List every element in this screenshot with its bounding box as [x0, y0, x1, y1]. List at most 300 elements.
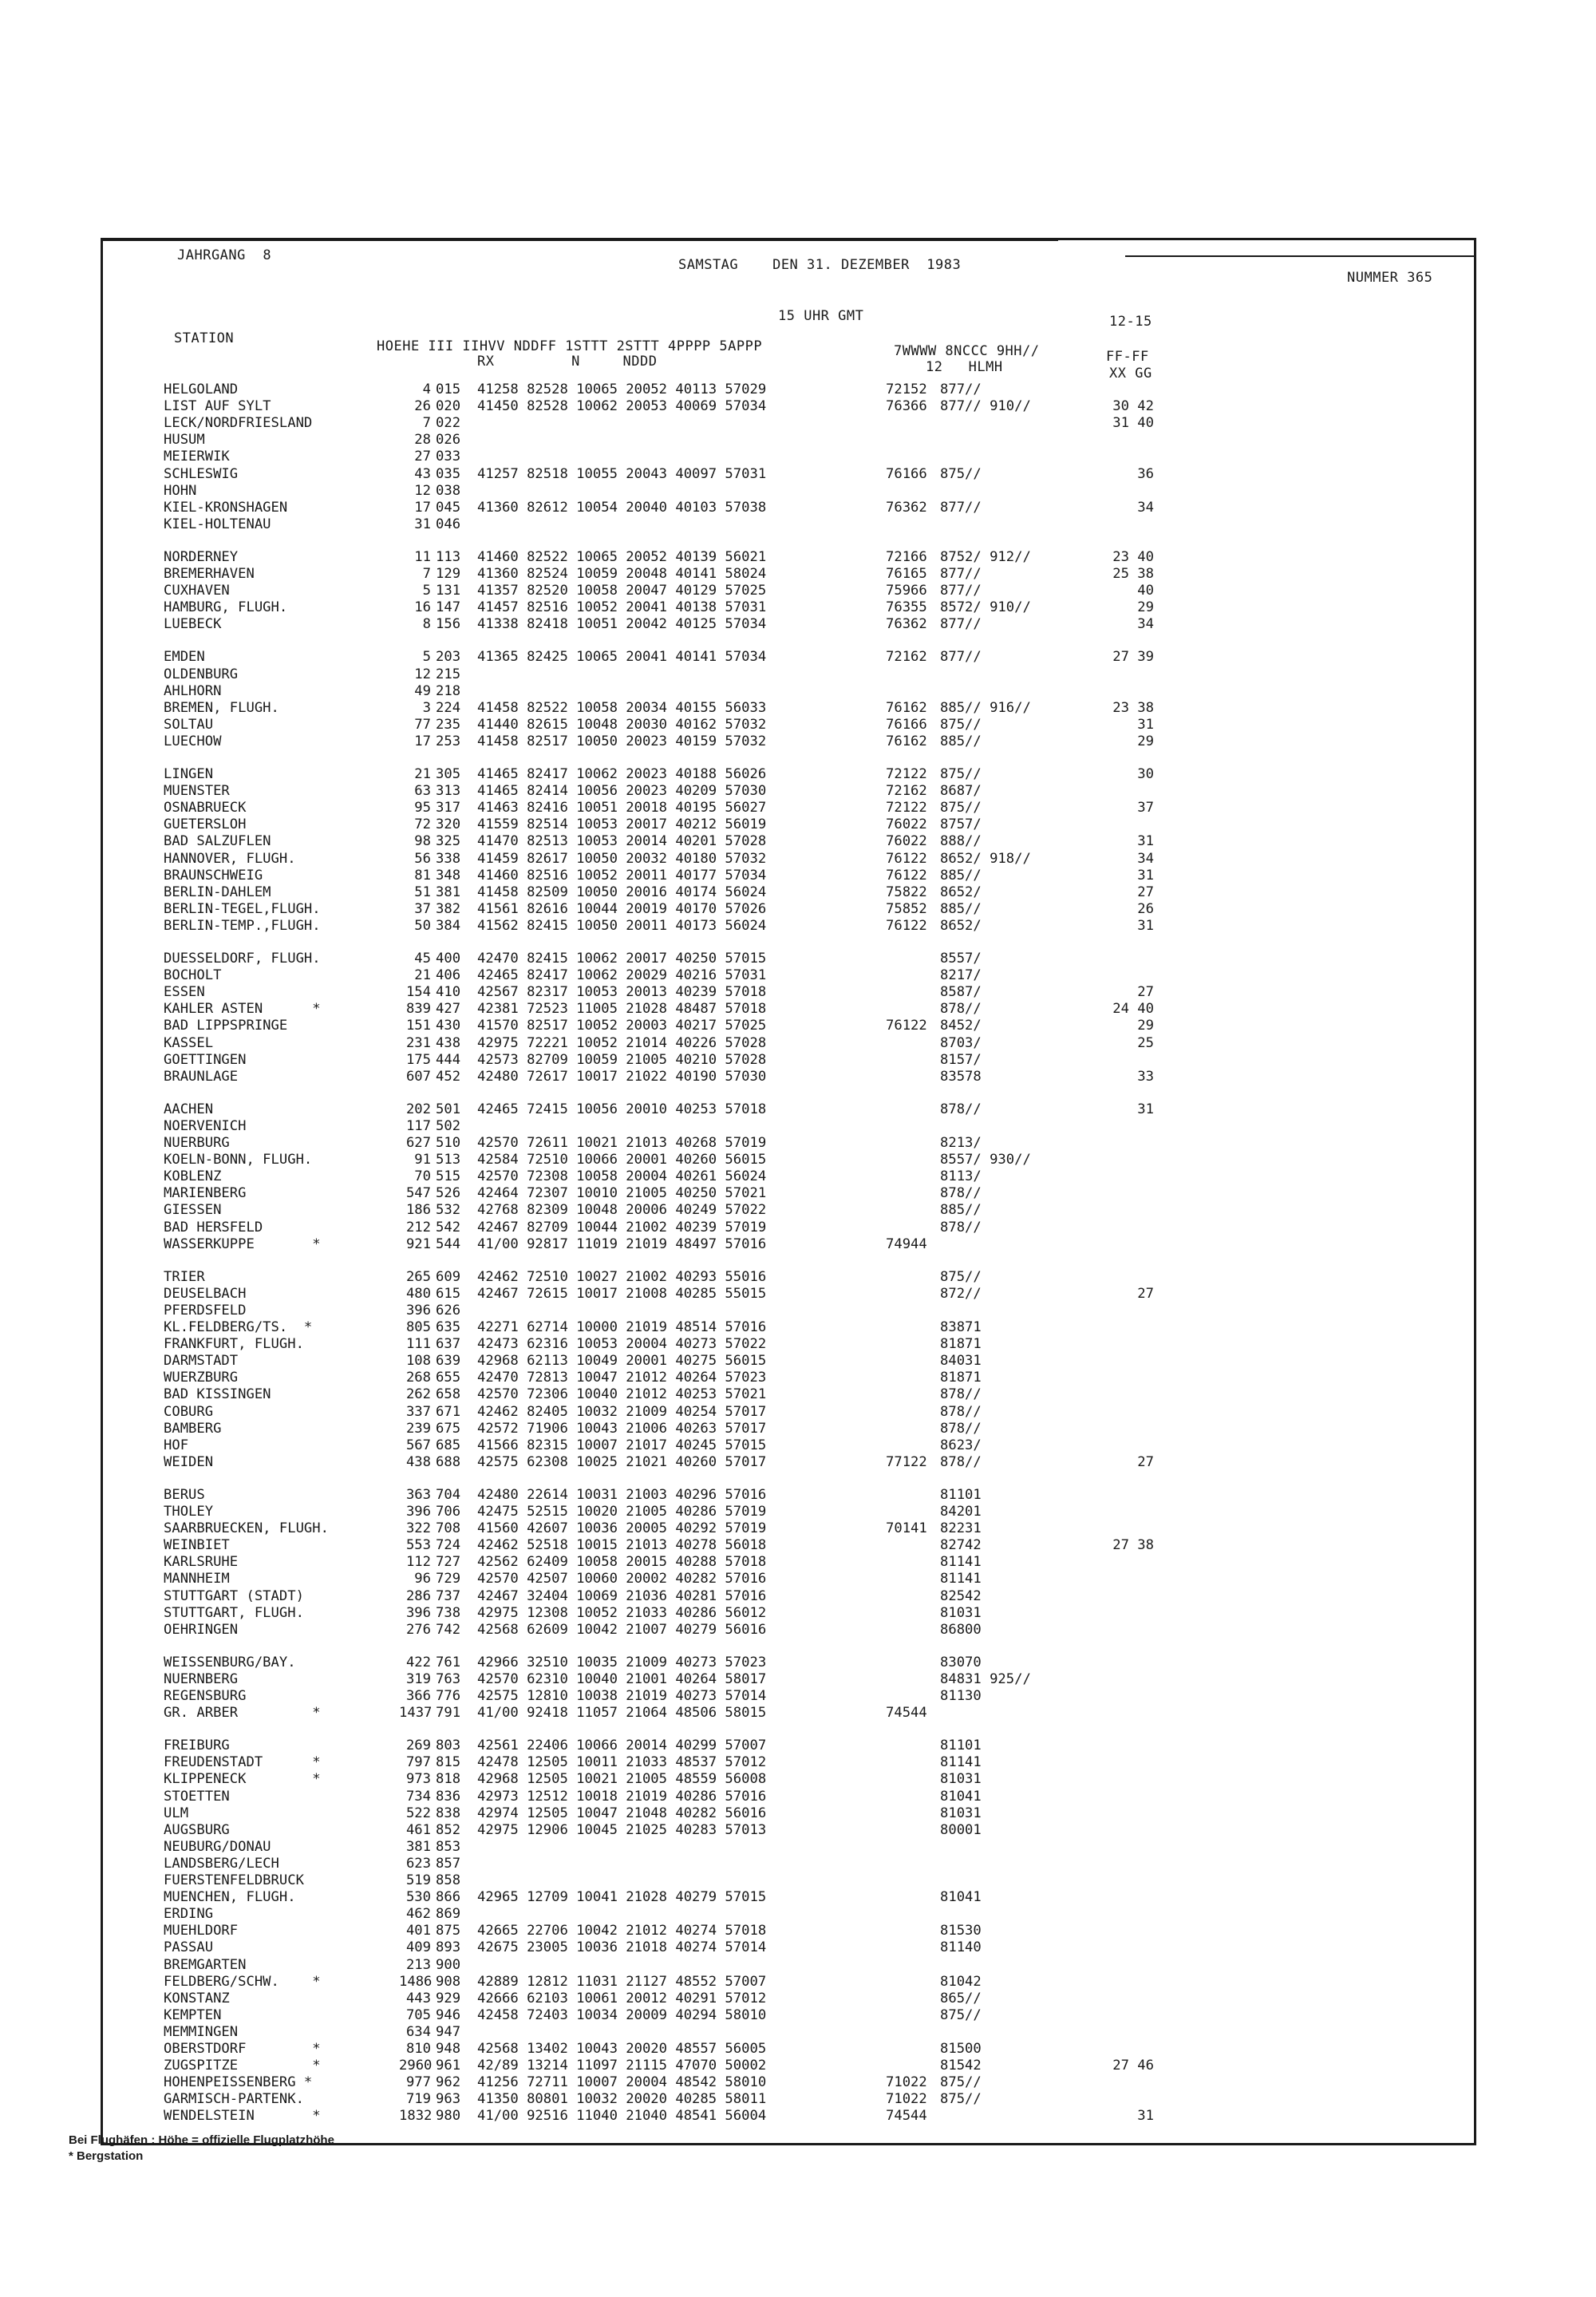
station-height: 27 [414, 449, 431, 465]
station-row [0, 1537, 1596, 1554]
station-index: 929 [436, 1990, 461, 2006]
station-name: KIEL-HOLTENAU [164, 516, 271, 532]
station-index: 022 [436, 415, 461, 432]
station-name: WENDELSTEIN * [164, 2108, 321, 2125]
station-index: 035 [436, 465, 461, 482]
station-row [0, 868, 1596, 884]
cloud-group: 875// [940, 2006, 982, 2023]
station-name: HAMBURG, FLUGH. [164, 599, 288, 616]
cloud-group: 872// [940, 1285, 982, 1302]
station-row [0, 1906, 1596, 1923]
station-height: 607 [405, 1068, 431, 1085]
synop-groups: 42473 62316 10053 20004 40273 57022 [477, 1336, 767, 1353]
cloud-group: 81041 [940, 1788, 982, 1805]
station-row [0, 1168, 1596, 1185]
station-name: BRAUNSCHWEIG [164, 867, 263, 884]
cloud-group: 878// [940, 1001, 982, 1018]
station-index: 320 [436, 816, 461, 833]
station-name: ESSEN [164, 984, 205, 1001]
station-name: SAARBRUECKEN, FLUGH. [164, 1520, 329, 1537]
synop-groups: 41458 82517 10050 20023 40159 57032 [477, 733, 767, 749]
cloud-group: 86800 [940, 1621, 982, 1638]
weather-group: 76122 [886, 1018, 927, 1034]
station-height: 480 [405, 1285, 431, 1302]
station-name: LUECHOW [164, 733, 222, 749]
gust-group: 27 [1137, 984, 1154, 1001]
station-row [0, 700, 1596, 717]
cloud-group: 8623/ [940, 1437, 982, 1453]
station-index: 893 [436, 1939, 461, 1956]
station-name: FRANKFURT, FLUGH. [164, 1336, 304, 1353]
synop-groups: 42458 72403 10034 20009 40294 58010 [477, 2006, 767, 2023]
station-index: 948 [436, 2041, 461, 2057]
weather-group: 70141 [886, 1520, 927, 1537]
observation-time: 15 UHR GMT [778, 308, 864, 324]
station-name: STUTTGART (STADT) [164, 1587, 304, 1604]
station-index: 544 [436, 1235, 461, 1252]
station-name: KIEL-KRONSHAGEN [164, 499, 288, 516]
weather-group: 75966 [886, 583, 927, 599]
station-name: LECK/NORDFRIESLAND [164, 415, 313, 432]
synop-groups: 41458 82522 10058 20034 40155 56033 [477, 699, 767, 716]
station-index: 129 [436, 566, 461, 582]
station-row [0, 1001, 1596, 1018]
station-height: 409 [405, 1939, 431, 1956]
synop-groups: 41440 82615 10048 20030 40162 57032 [477, 716, 767, 733]
station-row [0, 382, 1596, 398]
synop-groups: 42570 72611 10021 21013 40268 57019 [477, 1135, 767, 1151]
jahrgang: JAHRGANG 8 [177, 247, 272, 263]
station-height: 81 [414, 867, 431, 884]
station-height: 262 [405, 1386, 431, 1403]
station-index: 313 [436, 783, 461, 800]
weather-group: 76022 [886, 833, 927, 850]
station-height: 921 [405, 1235, 431, 1252]
station-row [0, 1135, 1596, 1152]
synop-groups: 42974 12505 10047 21048 40282 56016 [477, 1805, 767, 1821]
weather-group: 76362 [886, 499, 927, 516]
station-height: 77 [414, 716, 431, 733]
weather-group: 76166 [886, 465, 927, 482]
station-name: LIST AUF SYLT [164, 398, 271, 415]
synop-groups: 42475 52515 10020 21005 40286 57019 [477, 1504, 767, 1520]
cloud-group: 81031 [940, 1805, 982, 1821]
station-row [0, 1771, 1596, 1788]
station-index: 526 [436, 1185, 461, 1202]
station-name: KLIPPENECK * [164, 1771, 321, 1788]
station-height: 401 [405, 1923, 431, 1939]
station-row [0, 783, 1596, 800]
station-index: 838 [436, 1805, 461, 1821]
time-range: 12-15 [1109, 314, 1152, 330]
station-row [0, 733, 1596, 750]
station-row [0, 1487, 1596, 1504]
cloud-group: 878// [940, 1219, 982, 1235]
station-height: 112 [405, 1554, 431, 1571]
cloud-group: 84201 [940, 1504, 982, 1520]
station-height: 95 [414, 800, 431, 816]
station-height: 175 [405, 1051, 431, 1068]
col-codes: HOEHE III IIHVV NDDFF 1STTT 2STTT 4PPPP 5APPP [377, 338, 763, 354]
station-index: 020 [436, 398, 461, 415]
cloud-group: 81141 [940, 1554, 982, 1571]
station-height: 422 [405, 1654, 431, 1670]
gust-group: 31 [1137, 1101, 1154, 1117]
weather-group: 76122 [886, 850, 927, 867]
station-row [0, 1520, 1596, 1537]
station-height: 21 [414, 967, 431, 984]
station-name: GOETTINGEN [164, 1051, 247, 1068]
station-height: 17 [414, 733, 431, 749]
station-index: 502 [436, 1117, 461, 1134]
header-rule-right [1125, 255, 1476, 257]
station-row [0, 1588, 1596, 1605]
station-height: 56 [414, 850, 431, 867]
cloud-group: 81141 [940, 1571, 982, 1587]
station-name: KEMPTEN [164, 2006, 222, 2023]
synop-groups: 42462 72510 10027 21002 40293 55016 [477, 1268, 767, 1285]
synop-groups: 42665 22706 10042 21012 40274 57018 [477, 1923, 767, 1939]
station-row [0, 1622, 1596, 1639]
gust-group: 29 [1137, 599, 1154, 616]
station-index: 980 [436, 2108, 461, 2125]
synop-groups: 41460 82516 10052 20011 40177 57034 [477, 867, 767, 884]
station-index: 962 [436, 2074, 461, 2091]
station-height: 438 [405, 1453, 431, 1470]
station-name: KL.FELDBERG/TS. * [164, 1319, 313, 1335]
synop-groups: 42968 62113 10049 20001 40275 56015 [477, 1353, 767, 1370]
synop-groups: 42465 82417 10062 20029 40216 57031 [477, 967, 767, 984]
station-row [0, 1754, 1596, 1771]
station-index: 706 [436, 1504, 461, 1520]
synop-groups: 41360 82612 10054 20040 40103 57038 [477, 499, 767, 516]
station-index: 675 [436, 1420, 461, 1437]
cloud-group: 877// 910// [940, 398, 1031, 415]
station-index: 045 [436, 499, 461, 516]
station-row [0, 398, 1596, 415]
gust-group: 31 [1137, 917, 1154, 934]
station-row [0, 1974, 1596, 1991]
weather-group: 77122 [886, 1453, 927, 1470]
station-name: KAHLER ASTEN * [164, 1001, 321, 1018]
station-row [0, 1571, 1596, 1587]
station-height: 49 [414, 682, 431, 699]
synop-groups: 41/00 92418 11057 21064 48506 58015 [477, 1705, 767, 1722]
station-height: 269 [405, 1738, 431, 1754]
station-row [0, 1554, 1596, 1571]
cloud-group: 875// [940, 465, 982, 482]
station-index: 963 [436, 2091, 461, 2108]
station-row [0, 1185, 1596, 1202]
station-index: 818 [436, 1771, 461, 1788]
weather-group: 76362 [886, 616, 927, 633]
issue-date: SAMSTAG DEN 31. DEZEMBER 1983 [678, 257, 962, 273]
weather-group: 76122 [886, 867, 927, 884]
station-index: 382 [436, 900, 461, 917]
weather-group: 75852 [886, 900, 927, 917]
station-row [0, 566, 1596, 583]
cloud-group: 8213/ [940, 1135, 982, 1151]
station-row [0, 884, 1596, 901]
station-index: 501 [436, 1101, 461, 1117]
cloud-group: 875// [940, 766, 982, 782]
station-row [0, 1336, 1596, 1353]
synop-groups: 42467 82709 10044 21002 40239 57019 [477, 1219, 767, 1235]
station-name: AUGSBURG [164, 1821, 230, 1838]
station-name: OBERSTDORF * [164, 2041, 321, 2057]
station-height: 45 [414, 951, 431, 967]
synop-groups: 42973 12512 10018 21019 40286 57016 [477, 1788, 767, 1805]
station-index: 510 [436, 1135, 461, 1151]
gust-group: 34 [1137, 499, 1154, 516]
station-height: 5 [422, 583, 431, 599]
station-row [0, 1152, 1596, 1168]
cloud-group: 81101 [940, 1486, 982, 1503]
station-height: 50 [414, 917, 431, 934]
station-name: STOETTEN [164, 1788, 230, 1805]
station-row [0, 984, 1596, 1001]
station-height: 4 [422, 382, 431, 397]
cloud-group: 865// [940, 1990, 982, 2006]
gust-group: 31 [1137, 833, 1154, 850]
station-row [0, 717, 1596, 733]
station-name: MEIERWIK [164, 449, 230, 465]
station-row [0, 1688, 1596, 1705]
station-row [0, 500, 1596, 516]
cloud-group: 81031 [940, 1604, 982, 1621]
station-row [0, 1839, 1596, 1856]
station-height: 111 [405, 1336, 431, 1353]
station-height: 268 [405, 1370, 431, 1386]
synop-groups: 42561 22406 10066 20014 40299 57007 [477, 1738, 767, 1754]
station-row [0, 516, 1596, 533]
weather-group: 72162 [886, 783, 927, 800]
station-height: 366 [405, 1688, 431, 1704]
cloud-group: 83871 [940, 1319, 982, 1335]
station-row [0, 851, 1596, 868]
station-index: 038 [436, 482, 461, 499]
station-row [0, 1035, 1596, 1052]
station-row [0, 1504, 1596, 1520]
station-name: LUEBECK [164, 616, 222, 633]
station-name: BREMGARTEN [164, 1956, 247, 1973]
station-row [0, 1991, 1596, 2007]
gust-group: 24 40 [1112, 1001, 1154, 1018]
cloud-group: 81500 [940, 2041, 982, 2057]
station-index: 406 [436, 967, 461, 984]
station-index: 688 [436, 1453, 461, 1470]
station-row [0, 1705, 1596, 1722]
cloud-group: 81141 [940, 1754, 982, 1771]
station-height: 396 [405, 1302, 431, 1319]
station-index: 655 [436, 1370, 461, 1386]
station-row [0, 1789, 1596, 1805]
station-name: HOHENPEISSENBERG * [164, 2074, 313, 2091]
station-row [0, 1370, 1596, 1386]
station-name: WUERZBURG [164, 1370, 239, 1386]
station-height: 462 [405, 1906, 431, 1923]
station-index: 875 [436, 1923, 461, 1939]
station-index: 305 [436, 766, 461, 782]
station-height: 461 [405, 1821, 431, 1838]
station-index: 803 [436, 1738, 461, 1754]
synop-groups: 41465 82414 10056 20023 40209 57030 [477, 783, 767, 800]
station-index: 532 [436, 1202, 461, 1219]
station-index: 615 [436, 1285, 461, 1302]
station-name: BREMEN, FLUGH. [164, 699, 279, 716]
gust-group: 27 46 [1112, 2058, 1154, 2074]
synop-groups: 41357 82520 10058 20047 40129 57025 [477, 583, 767, 599]
cloud-group: 878// [940, 1420, 982, 1437]
cloud-group: 877// [940, 649, 982, 666]
synop-groups: 41257 82518 10055 20043 40097 57031 [477, 465, 767, 482]
cloud-group: 877// [940, 583, 982, 599]
gust-group: 23 38 [1112, 699, 1154, 716]
station-row [0, 2091, 1596, 2108]
station-height: 16 [414, 599, 431, 616]
station-row [0, 1018, 1596, 1034]
station-row [0, 1069, 1596, 1085]
station-name: MANNHEIM [164, 1571, 230, 1587]
station-index: 235 [436, 716, 461, 733]
gust-group: 30 42 [1112, 398, 1154, 415]
station-name: BOCHOLT [164, 967, 222, 984]
station-height: 810 [405, 2041, 431, 2057]
cloud-group: 885// [940, 1202, 982, 1219]
station-height: 519 [405, 1872, 431, 1888]
station-name: DUESSELDORF, FLUGH. [164, 951, 321, 967]
station-row [0, 1671, 1596, 1688]
footnote-mountain: * Bergstation [69, 2149, 144, 2163]
station-index: 946 [436, 2006, 461, 2023]
gust-group: 31 40 [1112, 415, 1154, 432]
station-row [0, 1319, 1596, 1336]
station-name: BERLIN-DAHLEM [164, 884, 271, 900]
synop-groups: 42968 12505 10021 21005 48559 56008 [477, 1771, 767, 1788]
station-index: 776 [436, 1688, 461, 1704]
cloud-group: 875// [940, 1268, 982, 1285]
station-index: 317 [436, 800, 461, 816]
synop-groups: 41338 82418 10051 20042 40125 57034 [477, 616, 767, 633]
station-row [0, 2108, 1596, 2125]
synop-groups: 42465 72415 10056 20010 40253 57018 [477, 1101, 767, 1117]
station-name: SOLTAU [164, 716, 214, 733]
gust-group: 33 [1137, 1068, 1154, 1085]
station-index: 738 [436, 1604, 461, 1621]
station-height: 98 [414, 833, 431, 850]
station-name: NUERNBERG [164, 1670, 239, 1687]
col-extra: 7WWWW 8NCCC 9HH// [894, 343, 1040, 359]
cloud-group: 878// [940, 1453, 982, 1470]
station-height: 443 [405, 1990, 431, 2006]
synop-groups: 42666 62103 10061 20012 40291 57012 [477, 1990, 767, 2006]
station-name: NEUBURG/DONAU [164, 1838, 271, 1855]
synop-groups: 42478 12505 10011 21033 48537 57012 [477, 1754, 767, 1771]
cloud-group: 8572/ 910// [940, 599, 1031, 616]
station-index: 348 [436, 867, 461, 884]
station-name: SCHLESWIG [164, 465, 239, 482]
cloud-group: 8752/ 912// [940, 548, 1031, 565]
cloud-group: 8113/ [940, 1168, 982, 1185]
station-height: 2960 [399, 2058, 433, 2074]
synop-groups: 42568 13402 10043 20020 48557 56005 [477, 2041, 767, 2057]
station-name: MUENSTER [164, 783, 230, 800]
station-name: LANDSBERG/LECH [164, 1855, 279, 1872]
station-index: 869 [436, 1906, 461, 1923]
station-row [0, 1805, 1596, 1822]
station-height: 276 [405, 1621, 431, 1638]
station-height: 1832 [399, 2108, 433, 2125]
gust-group: 25 [1137, 1034, 1154, 1051]
station-name: BERLIN-TEMP.,FLUGH. [164, 917, 321, 934]
station-height: 396 [405, 1504, 431, 1520]
station-index: 513 [436, 1152, 461, 1168]
synop-groups: 41465 82417 10062 20023 40188 56026 [477, 766, 767, 782]
station-height: 72 [414, 816, 431, 833]
station-row [0, 666, 1596, 683]
station-height: 530 [405, 1889, 431, 1906]
synop-groups: 42480 72617 10017 21022 40190 57030 [477, 1068, 767, 1085]
station-height: 12 [414, 666, 431, 682]
station-height: 212 [405, 1219, 431, 1235]
gust-group: 29 [1137, 733, 1154, 749]
cloud-group: 82231 [940, 1520, 982, 1537]
synop-groups: 41/00 92516 11040 21040 48541 56004 [477, 2108, 767, 2125]
station-name: PASSAU [164, 1939, 214, 1956]
synop-groups: 42573 82709 10059 21005 40210 57028 [477, 1051, 767, 1068]
weather-group: 76366 [886, 398, 927, 415]
station-index: 858 [436, 1872, 461, 1888]
station-height: 1486 [399, 1973, 433, 1990]
synop-groups: 42467 72615 10017 21008 40285 55015 [477, 1285, 767, 1302]
station-index: 900 [436, 1956, 461, 1973]
cloud-group: 8757/ [940, 816, 982, 833]
weather-group: 76162 [886, 699, 927, 716]
station-height: 96 [414, 1571, 431, 1587]
weather-group: 76355 [886, 599, 927, 616]
station-row [0, 2074, 1596, 2091]
cloud-group: 875// [940, 2074, 982, 2091]
station-row [0, 1957, 1596, 1974]
station-name: BAMBERG [164, 1420, 222, 1437]
station-height: 286 [405, 1587, 431, 1604]
synop-groups: 42567 82317 10053 20013 40239 57018 [477, 984, 767, 1001]
station-name: WEIDEN [164, 1453, 214, 1470]
col-extra-sub: 12 HLMH [926, 359, 1003, 375]
station-height: 265 [405, 1268, 431, 1285]
station-index: 542 [436, 1219, 461, 1235]
cloud-group: 875// [940, 800, 982, 816]
station-name: MUENCHEN, FLUGH. [164, 1889, 296, 1906]
station-height: 977 [405, 2074, 431, 2091]
cloud-group: 888// [940, 833, 982, 850]
station-index: 708 [436, 1520, 461, 1537]
station-height: 7 [422, 566, 431, 582]
station-height: 239 [405, 1420, 431, 1437]
station-index: 857 [436, 1855, 461, 1872]
cloud-group: 8652/ [940, 917, 982, 934]
station-name: HELGOLAND [164, 382, 239, 397]
station-index: 384 [436, 917, 461, 934]
station-row [0, 2041, 1596, 2058]
station-row [0, 833, 1596, 850]
synop-groups: 42975 12906 10045 21025 40283 57013 [477, 1821, 767, 1838]
station-row [0, 1118, 1596, 1135]
station-name: KONSTANZ [164, 1990, 230, 2006]
station-index: 026 [436, 432, 461, 449]
station-name: KASSEL [164, 1034, 214, 1051]
cloud-group: 885// 916// [940, 699, 1031, 716]
